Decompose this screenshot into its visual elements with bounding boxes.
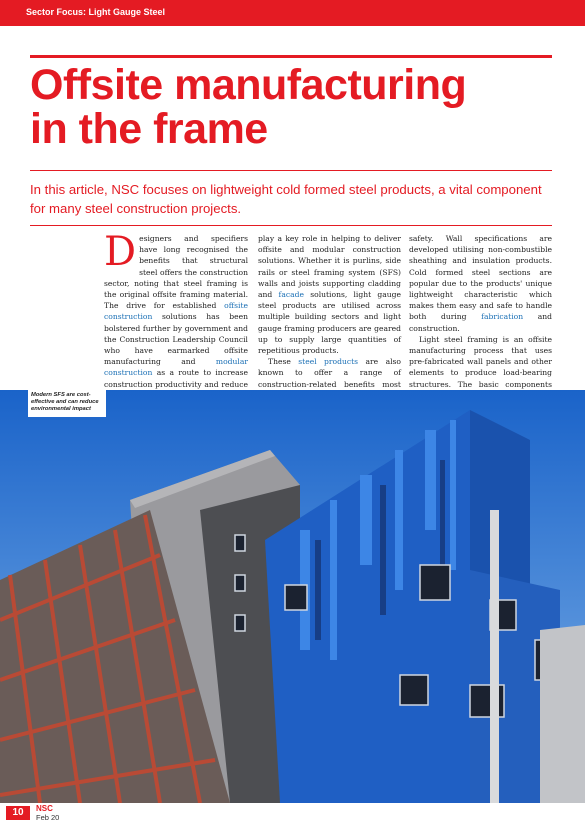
title-line-1: Offsite manufacturing	[30, 61, 467, 109]
page-number: 10	[6, 806, 30, 820]
body-text: solutions, light gauge steel products are utilised across multiple building sectors and light gauge framing producers are geared up to supply large quantities of repetitious products.	[258, 290, 402, 356]
downpipe	[490, 510, 499, 803]
page-footer	[0, 803, 585, 826]
standfirst: In this article, NSC focuses on lightweight cold formed steel products, a vital component for many steel construction projects.	[30, 182, 542, 216]
body-text: safety. Wall specifications are developed utilising non-combustible sheathing and insulation products. Cold formed steel sections are popular due to the products' unique lightweight characteristic which makes them easy and safe to handle both during	[409, 234, 552, 322]
body-text: as a route to increase construction productivity and reduce	[104, 368, 248, 389]
section-label: Sector Focus: Light Gauge Steel	[26, 7, 166, 17]
photo-caption: Modern SFS are cost-effective and can reduce environmental impact	[28, 390, 106, 417]
body-text: solutions has been bolstered further by government and the Construction Leadership Council who have earmarked offsite manufacturing and	[104, 312, 248, 367]
title-top-rule	[30, 55, 552, 58]
standfirst-bottom-rule	[30, 225, 552, 226]
building-illustration	[0, 390, 585, 803]
magazine-name: NSC	[36, 804, 53, 813]
drop-cap: D	[104, 229, 137, 275]
title-line-2: in the frame	[30, 105, 268, 153]
body-text: Light steel framing is an offsite manufacturing process that uses pre-fabricated wall panels and other elements to produce load-bearing structures. The basic components	[409, 334, 552, 389]
body-text: esigners and specifiers have long recognised the benefits that structural steel offers the construction sector, noting that steel framing is the original offsite framing material. The drive for established	[104, 234, 248, 311]
building-photo	[0, 390, 585, 803]
standfirst-top-rule	[30, 170, 552, 171]
body-text: and construction.	[409, 312, 553, 333]
link-modular-construction[interactable]: modular construction	[104, 357, 248, 378]
link-steel-products[interactable]: steel products	[298, 357, 359, 367]
link-facade[interactable]: facade	[278, 290, 304, 300]
body-text: are also known to offer a range of construction-related benefits most	[258, 357, 401, 389]
paragraph	[258, 233, 401, 356]
body-text: play a key role in helping to deliver offsite and modular construction solutions. Whether it is purlins, side rails or steel framing system (SFS) walls and joists supporting cladding and	[258, 234, 401, 300]
issue-date: Feb 20	[36, 813, 60, 822]
section-header-bar	[0, 0, 585, 26]
paragraph	[104, 229, 248, 401]
paragraph	[409, 233, 552, 334]
link-offsite-construction[interactable]: offsite construction	[104, 301, 248, 322]
link-fabrication[interactable]: fabrication	[481, 312, 524, 322]
article-title	[30, 63, 570, 151]
body-column-2	[258, 233, 401, 412]
body-text: These	[268, 357, 299, 367]
